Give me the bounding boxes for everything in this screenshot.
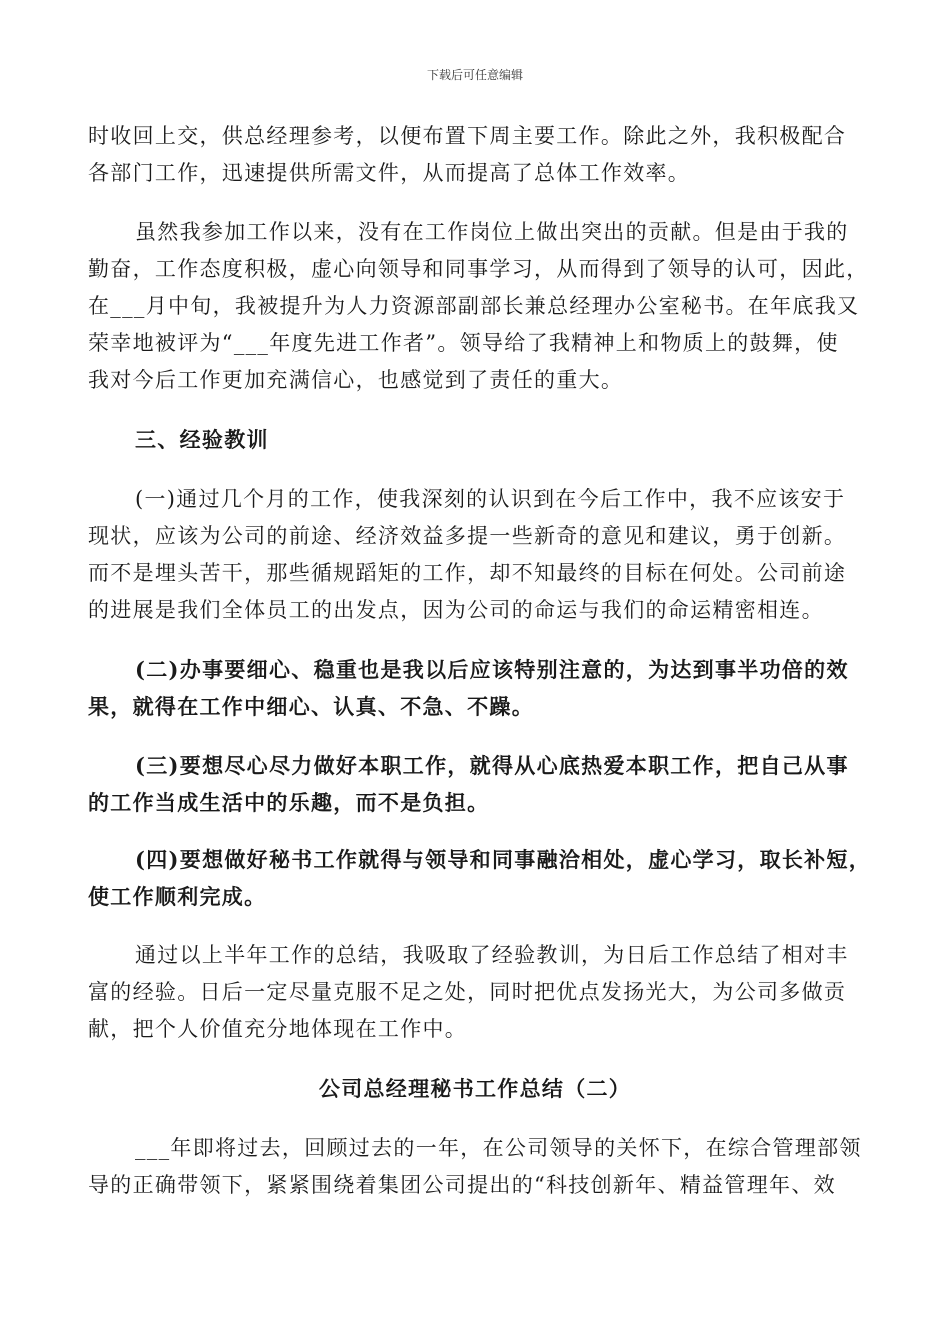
section-heading: 三、经验教训 — [135, 427, 269, 452]
text-line: (二)办事要细心、稳重也是我以后应该特别注意的，为达到事半功倍的效 — [135, 657, 849, 682]
text-line: 的进展是我们全体员工的出发点，因为公司的命运与我们的命运精密相连。 — [88, 598, 824, 622]
text-line: (一)通过几个月的工作，使我深刻的认识到在今后工作中，我不应该安于 — [135, 487, 846, 511]
text-line: 通过以上半年工作的总结，我吸取了经验教训，为日后工作总结了相对丰 — [135, 943, 849, 967]
paragraph-lesson-1 — [88, 481, 862, 629]
paragraph-second-summary — [88, 1130, 862, 1204]
text-line: 虽然我参加工作以来，没有在工作岗位上做出突出的贡献。但是由于我的 — [135, 220, 849, 244]
text-line: 献，把个人价值充分地体现在工作中。 — [88, 1017, 468, 1041]
text-line: 的工作当成生活中的乐趣，而不是负担。 — [88, 790, 490, 815]
section-title: 公司总经理秘书工作总结（二） — [318, 1076, 632, 1101]
text-line: 果，就得在工作中细心、认真、不急、不躁。 — [88, 694, 534, 719]
page-header: 下载后可任意编辑 — [426, 68, 523, 82]
text-line: 富的经验。日后一定尽量克服不足之处，同时把优点发扬光大，为公司多做贡 — [88, 980, 847, 1004]
paragraph-cooperation — [88, 118, 862, 192]
text-line: 而不是埋头苦干，那些循规蹈矩的工作，却不知最终的目标在何处。公司前途 — [88, 561, 847, 585]
text-line: 现状，应该为公司的前途、经济效益多提一些新奇的意见和建议，勇于创新。 — [88, 524, 847, 548]
text-line: ___年即将过去，回顾过去的一年，在公司领导的关怀下，在综合管理部领 — [135, 1136, 862, 1160]
text-line: 使工作顺利完成。 — [88, 884, 267, 909]
text-line: (三)要想尽心尽力做好本职工作，就得从心底热爱本职工作，把自己从事 — [135, 753, 849, 778]
text-line: 荣幸地被评为“___年度先进工作者”。领导给了我精神上和物质上的鼓舞，使 — [88, 331, 839, 355]
paragraph-conclusion — [88, 937, 862, 1048]
paragraph-promotion — [88, 214, 869, 399]
paragraph-lesson-3 — [88, 747, 862, 821]
paragraph-lesson-4 — [88, 841, 872, 915]
text-line: 我对今后工作更加充满信心，也感觉到了责任的重大。 — [88, 368, 624, 392]
text-line: (四)要想做好秘书工作就得与领导和同事融洽相处，虚心学习，取长补短， — [135, 847, 872, 872]
heading-lessons — [88, 421, 862, 458]
text-line: 勤奋，工作态度积极，虚心向领导和同事学习，从而得到了领导的认可，因此， — [88, 257, 869, 281]
text-line: 各部门工作，迅速提供所需文件，从而提高了总体工作效率。 — [88, 161, 691, 185]
text-line: 在___月中旬，我被提升为人力资源部副部长兼总经理办公室秘书。在年底我又 — [88, 294, 860, 318]
paragraph-lesson-2 — [88, 651, 862, 725]
text-line: 导的正确带领下，紧紧围绕着集团公司提出的“科技创新年、精益管理年、效 — [88, 1173, 836, 1197]
text-line: 时收回上交，供总经理参考，以便布置下周主要工作。除此之外，我积极配合 — [88, 124, 847, 148]
